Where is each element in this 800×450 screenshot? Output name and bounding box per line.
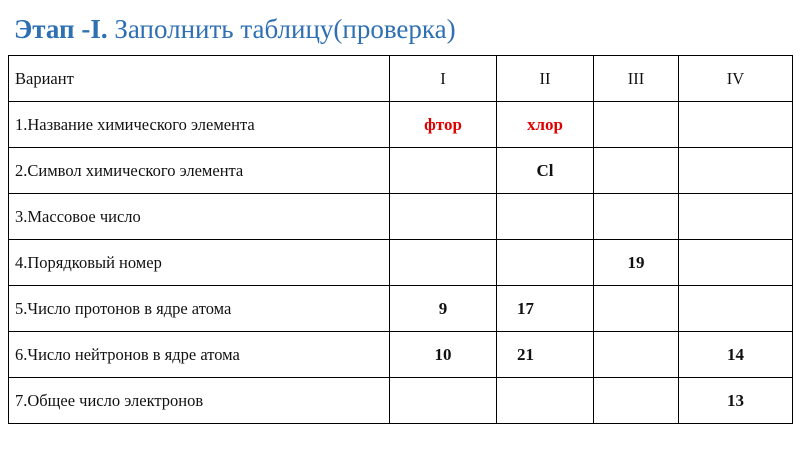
table-cell	[390, 240, 497, 286]
table-cell: Cl	[497, 148, 594, 194]
table-row	[9, 286, 793, 332]
slide-title-text: Заполнить таблицу(проверка)	[114, 14, 456, 44]
row-label: 4.Порядковый номер	[9, 240, 390, 286]
table-row	[9, 378, 793, 424]
answer-table	[8, 55, 793, 424]
table-cell	[594, 148, 679, 194]
table-cell: 14	[679, 332, 793, 378]
header-variant-4: IV	[679, 56, 793, 102]
row-label: 6.Число нейтронов в ядре атома	[9, 332, 390, 378]
row-label: 1.Название химического элемента	[9, 102, 390, 148]
header-variant-2: II	[497, 56, 594, 102]
row-label: 7.Общее число электронов	[9, 378, 390, 424]
header-variant-1: I	[390, 56, 497, 102]
table-cell: 9	[390, 286, 497, 332]
table-cell	[679, 286, 793, 332]
table-row	[9, 332, 793, 378]
header-variant: Вариант	[9, 56, 390, 102]
table-cell	[390, 378, 497, 424]
table-cell	[497, 378, 594, 424]
table-header-row	[9, 56, 793, 102]
header-variant-3: III	[594, 56, 679, 102]
table-cell	[679, 240, 793, 286]
table-cell: фтор	[390, 102, 497, 148]
table-cell: хлор	[497, 102, 594, 148]
table-row	[9, 148, 793, 194]
table-cell	[594, 194, 679, 240]
row-label: 3.Массовое число	[9, 194, 390, 240]
table-cell	[594, 286, 679, 332]
table-cell: 13	[679, 378, 793, 424]
table-cell	[594, 378, 679, 424]
table-cell	[594, 332, 679, 378]
row-label: 5.Число протонов в ядре атома	[9, 286, 390, 332]
slide-title	[14, 14, 456, 45]
table-cell: 19	[594, 240, 679, 286]
table-row	[9, 240, 793, 286]
row-label: 2.Символ химического элемента	[9, 148, 390, 194]
table-cell	[679, 194, 793, 240]
table-cell	[390, 194, 497, 240]
table-cell	[390, 148, 497, 194]
table-cell	[594, 102, 679, 148]
table-row	[9, 194, 793, 240]
table-cell: 10	[390, 332, 497, 378]
table-cell	[497, 240, 594, 286]
table-cell	[497, 194, 594, 240]
table-cell	[679, 148, 793, 194]
table-cell	[679, 102, 793, 148]
table-row	[9, 102, 793, 148]
table-cell: 17	[497, 286, 594, 332]
slide-title-prefix: Этап -I.	[14, 14, 108, 44]
table-cell: 21	[497, 332, 594, 378]
